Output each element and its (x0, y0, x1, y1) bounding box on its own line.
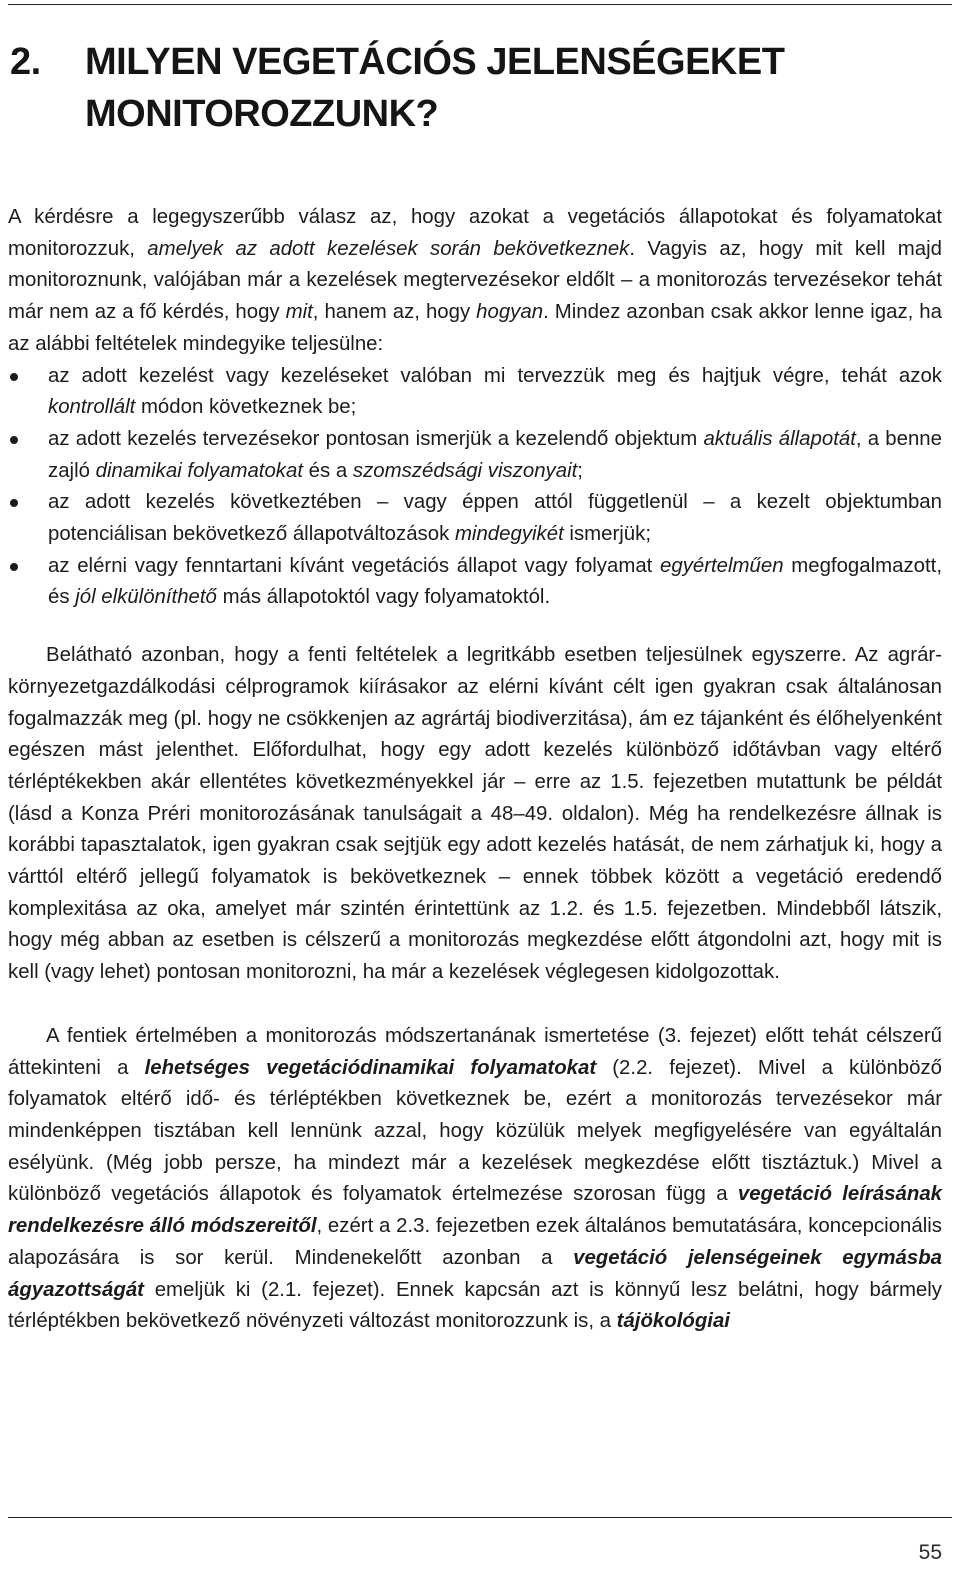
text-run: . Vagyis az, hogy mit kell majd monitoroznunk, valójában már a kezelések megtervezésekor eldőlt – a monitorozás tervezésekor tehát már nem az a fő kérdés, hogy (8, 237, 943, 324)
text-run: módon következnek be; (135, 396, 357, 419)
text-run: A kérdésre a legegyszerűbb válasz az, hogy azokat a vegetációs állapotokat és folyamatokat monitorozzuk, (8, 206, 942, 260)
italic-run: mindegyikét (454, 523, 564, 546)
italic-run: hogyan (476, 301, 544, 324)
italic-run: jól elkülöníthető (75, 586, 217, 609)
paragraph-3 (8, 1021, 942, 1338)
text-run: . Mindez azonban csak akkor lenne igaz, ha az alábbi feltételek mindegyike teljesülne: (8, 301, 942, 355)
list-item (8, 551, 942, 614)
text-run: ; (577, 459, 583, 482)
bold-italic-run: vegetáció leírásának rendelkezésre álló módszereitől (8, 1183, 943, 1238)
text-run: (2.2. fejezet). Mivel a különböző folyamatok eltérő idő- és térléptékben következnek be, ezért a monitorozás tervezésekor már mindenképpen tisztában kell lennünk azzal, hogy közülük melyek megfigyelésére van egyáltalán esélyünk. (Még jobb persze, ha mindezt már a kezelések megkezdése előtt tisztáztuk.) Mivel a különböző vegetációs állapotok és folyamatok értelmezése szorosan függ a (8, 1056, 943, 1206)
text-run: az elérni vagy fenntartani kívánt vegetációs állapot vagy folyamat (48, 554, 661, 577)
paragraph-1 (8, 202, 942, 361)
italic-run: szomszédsági viszonyait (352, 459, 578, 482)
text-run: más állapotoktól vagy folyamatoktól. (216, 586, 551, 609)
text-run: és a (303, 459, 353, 482)
chapter-title-line-2: MONITOROZZUNK? (85, 93, 439, 135)
chapter-number: 2. (10, 41, 41, 83)
chapter-heading (10, 36, 940, 140)
italic-run: egyértelműen (660, 554, 784, 577)
italic-run: kontrollált (48, 396, 136, 419)
list-item (8, 424, 942, 487)
text-run: megfogalmazott, és (48, 554, 942, 609)
bold-italic-run: lehetséges vegetációdinamikai folyamatokat (144, 1056, 597, 1079)
page-number: 55 (918, 1541, 942, 1564)
text-run: , ezért a 2.3. fejezetben ezek általános bemutatására, koncepcionális alapozására is sor kerül. Mindenekelőtt azonban a (8, 1215, 942, 1269)
text-run: , hanem az, hogy (312, 301, 477, 324)
bottom-rule (8, 1517, 952, 1518)
text-run: az adott kezelést vagy kezeléseket valóban mi tervezzük meg és hajtjuk végre, tehát azok (48, 364, 942, 387)
condition-list (8, 361, 942, 615)
italic-run: amelyek az adott kezelések során bekövetkeznek (147, 237, 630, 260)
italic-run: dinamikai folyamatokat (95, 459, 304, 482)
top-rule (8, 4, 952, 5)
list-item (8, 361, 942, 424)
italic-run: mit (285, 301, 313, 324)
text-run: az adott kezelés tervezésekor pontosan ismerjük a kezelendő objektum (48, 427, 704, 450)
bold-italic-run: tájökológiai (616, 1310, 730, 1333)
text-run: az adott kezelés következtében – vagy éppen attól függetlenül – a kezelt objektumban potenciálisan bekövetkező állapotváltozások (48, 491, 942, 546)
body-text (8, 202, 942, 1338)
chapter-title-line-1: MILYEN VEGETÁCIÓS JELENSÉGEKET (85, 41, 785, 83)
heading-line-1 (10, 36, 940, 88)
bold-italic-run: vegetáció jelenségeinek egymásba ágyazottságát (8, 1246, 942, 1301)
text-run: , a benne zajló (48, 427, 942, 482)
paragraph-2: Belátható azonban, hogy a fenti feltételek a legritkább esetben teljesülnek egyszerre. Az agrár-környezetgazdálkodási célprogramok kiírásakor az elérni kívánt célt igen gyakran csak általánosan fogalmazzák meg (pl. hogy ne csökkenjen az agrártáj biodiverzitása), ám ez tájanként és élőhelyenként egészen mást jelenthet. Előfordulhat, hogy egy adott kezelés különböző időtávban vagy eltérő térléptékekben akár ellentétes következményekkel jár – erre az 1.5. fejezetben mutattunk be példát (lásd a Konza Préri monitorozásának tanulságait a 48–49. oldalon). Még ha rendelkezésre állnak is korábbi tapasztalatok, igen gyakran csak sejtjük egy adott kezelés hatását, de nem zárhatjuk ki, hogy a várttól eltérő jellegű folyamatok is bekövetkeznek – ennek többek között a vegetáció eredendő komplexitása az oka, amelyet már szintén érintettünk az 1.2. és 1.5. fejezetben. Mindebből látszik, hogy még abban az esetben is célszerű a monitorozás megkezdése előtt átgondolni azt, hogy mit is kell (vagy lehet) pontosan monitorozni, ha már a kezelések véglegesen kidolgozottak. (8, 644, 942, 984)
italic-run: aktuális állapotát (703, 427, 856, 450)
text-run: ismerjük; (563, 523, 651, 546)
list-item (8, 487, 942, 550)
text-run: emeljük ki (2.1. fejezet). Ennek kapcsán azt is könnyű lesz belátni, hogy bármely térléptékben bekövetkező növényzeti változást monitorozzunk is, a (8, 1278, 942, 1333)
text-run: A fentiek értelmében a monitorozás módszertanának ismertetése (3. fejezet) előtt tehát célszerű áttekinteni a (8, 1024, 942, 1079)
